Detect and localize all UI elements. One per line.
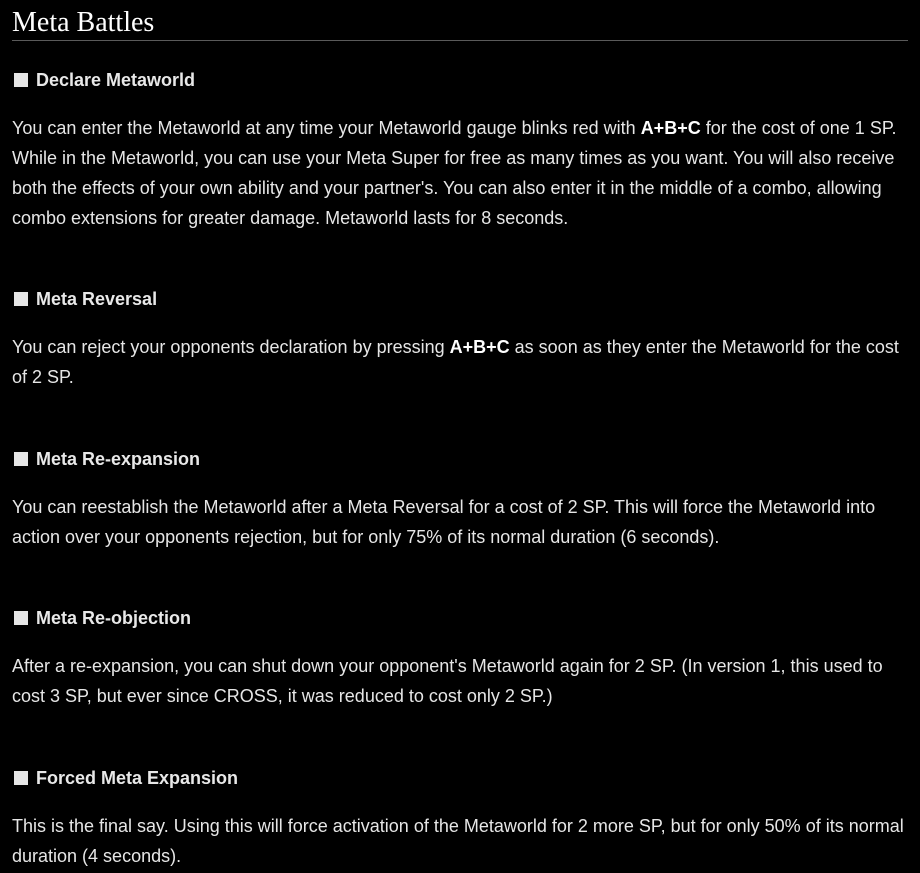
key-combo: A+B+C [640,118,701,138]
key-combo: A+B+C [449,337,510,357]
square-bullet-icon [14,611,28,625]
section-heading-label: Declare Metaworld [36,69,196,90]
section-heading-label: Forced Meta Expansion [36,767,239,788]
section-body: After a re-expansion, you can shut down your opponent's Metaworld again for 2 SP. (In version 1, this used to cost 3 SP, but ever since CROSS, it was reduced to cost only 2 SP.) [12,656,883,706]
square-bullet-icon [14,452,28,466]
section-heading [12,447,908,471]
section-body: You can reestablish the Metaworld after a Meta Reversal for a cost of 2 SP. This will force the Metaworld into action over your opponents rejection, but for only 75% of its normal duration (6 seconds). [12,497,876,547]
section-meta-re-expansion [12,447,908,552]
section-declare-metaworld [12,68,908,233]
page-title: Meta Battles [12,0,908,41]
section-meta-re-objection [12,606,908,711]
section-heading-label: Meta Re-expansion [36,448,201,469]
section-forced-meta-expansion [12,766,908,871]
body-text: You can enter the Metaworld at any time your Metaworld gauge blinks red with [12,118,641,138]
section-body: This is the final say. Using this will force activation of the Metaworld for 2 more SP, but for only 50% of its normal duration (4 seconds). [12,816,904,866]
body-text: You can reject your opponents declaration by pressing [12,337,450,357]
section-heading-label: Meta Re-objection [36,607,192,628]
body-text: as soon as they enter the Metaworld for the cost of 2 SP. [12,337,899,387]
section-heading [12,606,908,630]
section-body [12,113,908,233]
section-heading [12,287,908,311]
section-meta-reversal [12,287,908,392]
section-heading-label: Meta Reversal [36,288,158,309]
body-text: for the cost of one 1 SP. While in the Metaworld, you can use your Meta Super for free as many times as you want. You will also receive both the effects of your own ability and your partner's. You can also enter it in the middle of a combo, allowing combo extensions for greater damage. Metaworld lasts for 8 seconds. [12,118,897,228]
square-bullet-icon [14,771,28,785]
section-heading [12,68,908,92]
section-heading [12,766,908,790]
square-bullet-icon [14,292,28,306]
square-bullet-icon [14,73,28,87]
section-body [12,332,908,392]
